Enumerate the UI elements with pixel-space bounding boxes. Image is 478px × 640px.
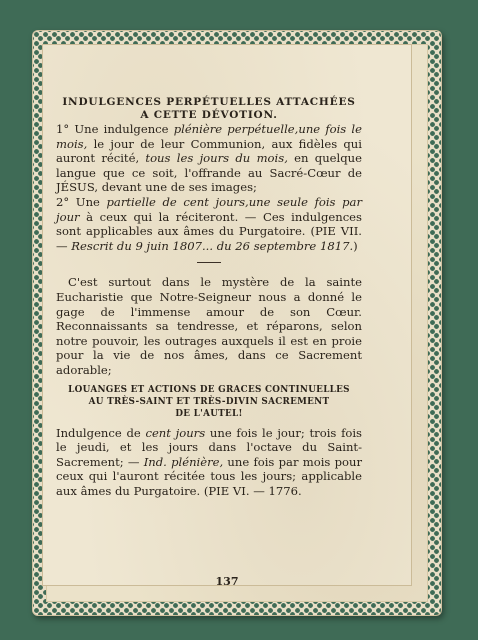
divider-rule (197, 262, 221, 263)
section-line-1: LOUANGES ET ACTIONS DE GRACES CONTINUELLES (68, 384, 350, 395)
item-1-italic-b: tous les jours du mois, (145, 151, 288, 166)
indulgence-item-1 (56, 122, 362, 195)
final-text-c: une fois par mois pour ceux qui l'auront récitée tous les jours; applicable aux âmes du Purgatoire. (PIE VI. — 1776. (56, 454, 362, 498)
item-2-text-a: Une (69, 194, 107, 209)
item-2-italic-b: Rescrit du 9 juin 1807... du 26 septembre 1817. (71, 238, 354, 253)
eucharist-paragraph: C'est surtout dans le mystère de la sainte Eucharistie que Notre-Seigneur nous a donné le gage de l'immense amour de son Cœur. Reconnaissants sa tendresse, et réparons, selon notre pouvoir, les outrages auxquels il est en proie pour la vie de nos âmes, dans ce Sacrement adorable; (56, 275, 362, 377)
heading-line-2: A CETTE DÉVOTION. (140, 109, 278, 121)
item-2-italic-a: partielle de cent jours,une seule fois par jour (56, 194, 362, 224)
section-line-3: DE L'AUTEL! (175, 408, 243, 419)
page-number: 137 (215, 575, 239, 588)
indulgence-item-2 (56, 195, 362, 253)
heading-line-1: INDULGENCES PERPÉTUELLES ATTACHÉES (62, 96, 356, 108)
page-text (56, 96, 362, 498)
item-1-italic-a: plénière perpétuelle,une fois le mois, (56, 122, 362, 151)
item-1-text-a: Une indulgence (69, 122, 174, 136)
item-2-text-b: à ceux qui la réciteront. — Ces indulgences sont applicables aux âmes du Purgatoire. (PIE VII. — (56, 209, 362, 253)
item-1-text-c: en quelque langue que ce soit, l'offrande au Sacré-Cœur de JÉSUS, devant une de ses images; (56, 151, 362, 195)
final-text-b: une fois le jour; trois fois le jeudi, et les jours dans l'octave du Saint-Sacrement; — (56, 425, 362, 469)
final-italic-b: Ind. plénière, (143, 454, 224, 469)
indulgences-heading (56, 96, 362, 122)
item-2-text-c: ) (353, 238, 358, 253)
section-line-2: AU TRÈS-SAINT ET TRÈS-DIVIN SACREMENT (88, 396, 330, 407)
louanges-heading (56, 384, 362, 420)
item-1-number: 1° (56, 122, 70, 136)
final-text-a: Indulgence de (56, 425, 146, 440)
final-indulgence-paragraph (56, 426, 362, 499)
item-2-number: 2° (56, 194, 70, 209)
item-1-text-b: le jour de leur Communion, aux fidèles qui auront récité, (56, 136, 362, 166)
final-italic-a: cent jours (145, 425, 206, 440)
